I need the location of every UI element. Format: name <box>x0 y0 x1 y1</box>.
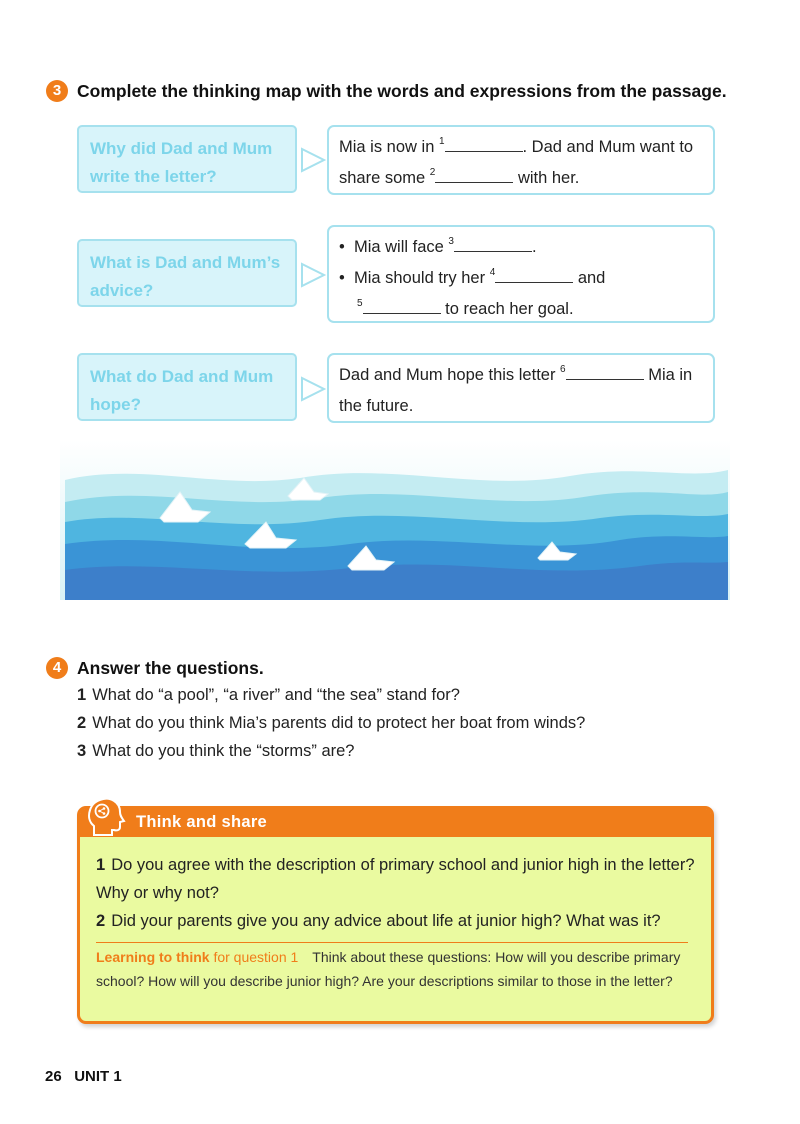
answer-text: Mia in the future. <box>339 366 693 415</box>
blank-number-1: 1 <box>438 136 445 147</box>
answer-text: Mia should try her <box>353 269 490 287</box>
blank-4[interactable] <box>495 264 573 283</box>
learning-to-think-label: Learning to think <box>96 949 210 965</box>
bullet-glyph: • <box>339 269 345 287</box>
question-number: 1 <box>96 856 106 874</box>
answer-text: . Dad and Mum want to share some <box>339 138 694 187</box>
section-4-title: Answer the questions. <box>77 658 264 678</box>
pointer-arrow-icon <box>300 147 328 173</box>
blank-number-2: 2 <box>429 167 436 178</box>
answer-bullet-1 <box>339 233 703 264</box>
map-question-3: What do Dad and Mum hope? <box>90 367 274 414</box>
answer-text: . <box>531 238 537 256</box>
blank-number-3: 3 <box>448 236 454 247</box>
pointer-arrow-icon <box>300 262 328 288</box>
question-number: 2 <box>77 714 87 732</box>
section-3-number: 3 <box>46 80 68 102</box>
map-answer-box-2 <box>327 225 715 323</box>
map-question-box-2 <box>77 239 297 307</box>
map-answer-box-3 <box>327 353 715 423</box>
learning-to-think-subtitle: for question 1 <box>213 949 299 965</box>
unit-label: UNIT 1 <box>74 1068 122 1085</box>
map-question-2: What is Dad and Mum’s advice? <box>90 253 281 300</box>
map-answer-box-1 <box>327 125 715 195</box>
map-question-box-1 <box>77 125 297 193</box>
question-number: 2 <box>96 912 106 930</box>
think-and-share-title: Think and share <box>136 813 268 831</box>
answer-bullet-2-continued <box>339 295 703 326</box>
think-question-1 <box>96 851 700 907</box>
question-3 <box>77 742 354 761</box>
map-question-box-3 <box>77 353 297 421</box>
question-text: What do you think Mia’s parents did to protect her boat from winds? <box>92 714 586 732</box>
blank-number-6: 6 <box>560 364 566 375</box>
map-question-1: Why did Dad and Mum write the letter? <box>90 139 273 186</box>
blank-1[interactable] <box>445 133 523 152</box>
learning-to-think-text: Think about these questions: How will you describe primary school? How will you describe junior high? Are your descriptions similar to those in the letter? <box>96 949 681 989</box>
answer-text: Mia is now in <box>339 138 439 156</box>
answer-text: Dad and Mum hope this letter <box>339 366 561 384</box>
answer-text: and <box>573 269 606 287</box>
question-number: 1 <box>77 686 87 704</box>
question-2 <box>77 714 585 733</box>
question-text: Do you agree with the description of primary school and junior high in the letter? Why or why not? <box>96 856 695 902</box>
blank-6[interactable] <box>566 361 644 380</box>
question-text: What do “a pool”, “a river” and “the sea” stand for? <box>92 686 460 704</box>
thinking-head-icon <box>86 796 128 836</box>
answer-text: with her. <box>513 169 580 187</box>
answer-text: Mia will face <box>353 238 449 256</box>
section-4-number: 4 <box>46 657 68 679</box>
learning-to-think <box>96 945 696 993</box>
bullet-glyph: • <box>339 238 345 256</box>
divider <box>96 942 688 943</box>
think-and-share-header <box>80 809 711 837</box>
question-text: Did your parents give you any advice about life at junior high? What was it? <box>111 912 661 930</box>
answer-text: to reach her goal. <box>440 300 574 318</box>
answer-bullet-2 <box>339 264 703 295</box>
think-question-2 <box>96 907 700 935</box>
sea-with-paper-boats-illustration <box>60 440 730 600</box>
question-text: What do you think the “storms” are? <box>92 742 355 760</box>
section-3-title: Complete the thinking map with the words and expressions from the passage. <box>77 81 727 101</box>
question-1 <box>77 686 460 705</box>
question-number: 3 <box>77 742 87 760</box>
page-number: 26 <box>45 1068 62 1085</box>
blank-number-5: 5 <box>357 298 363 309</box>
blank-number-4: 4 <box>489 267 496 278</box>
page-footer <box>45 1068 122 1085</box>
blank-3[interactable] <box>454 233 532 252</box>
blank-5[interactable] <box>363 295 441 314</box>
think-and-share-box <box>77 806 714 1024</box>
pointer-arrow-icon <box>300 376 328 402</box>
blank-2[interactable] <box>435 164 513 183</box>
